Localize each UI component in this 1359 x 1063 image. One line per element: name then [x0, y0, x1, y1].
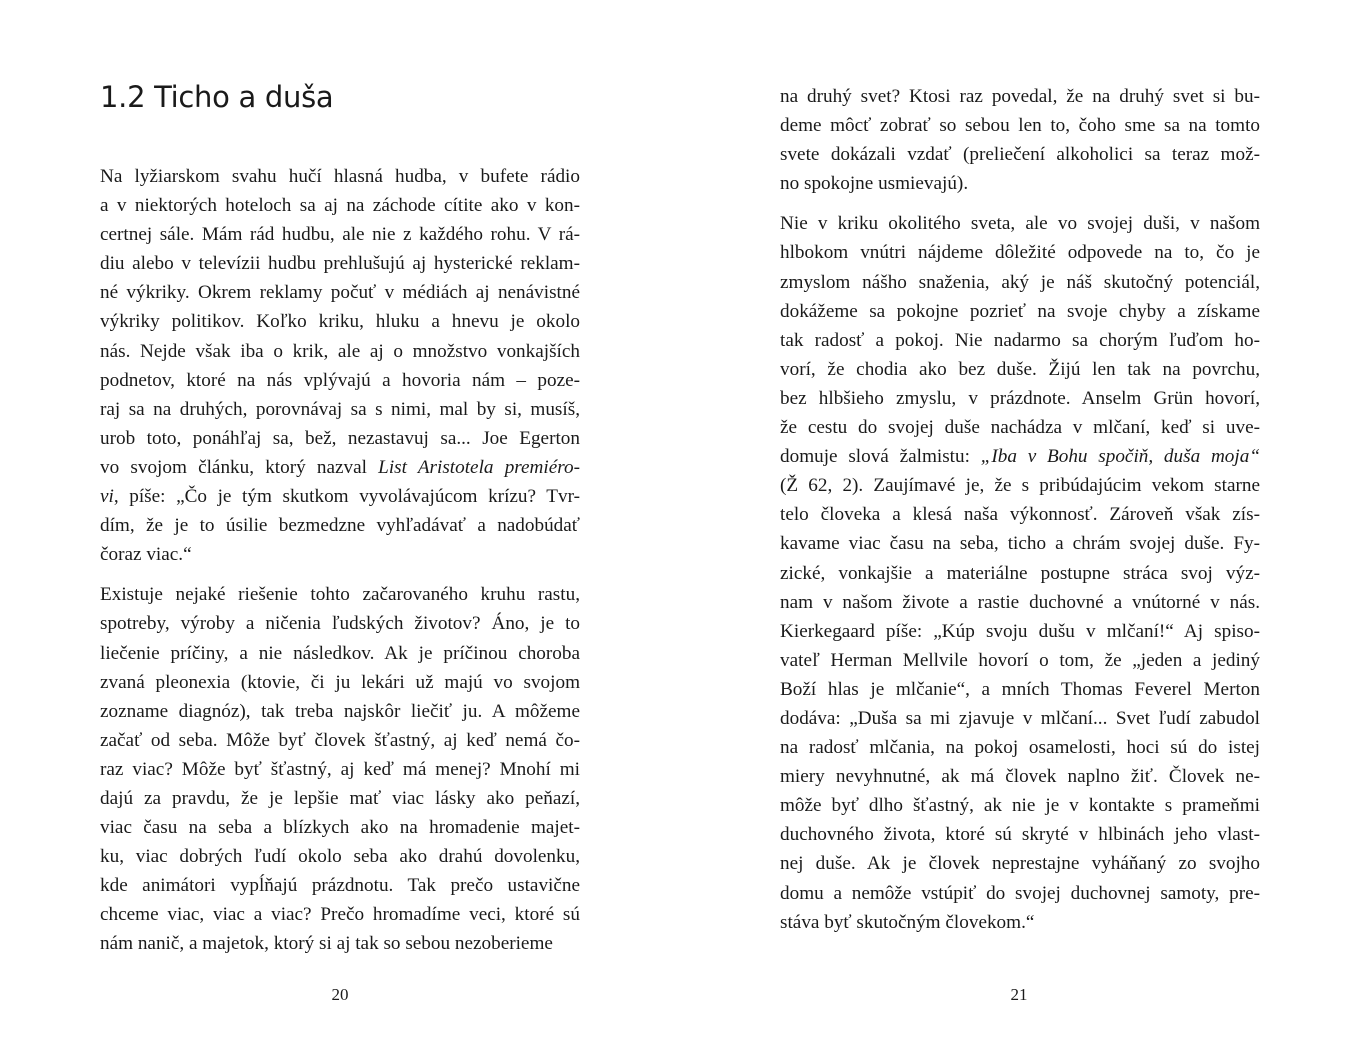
text-line: dodáva: „Duša sa mi zjavuje v mlčaní... Svet ľudí zabudol — [780, 707, 1260, 729]
text-line: Existuje nejaké riešenie tohto začarovaného kruhu rastu, — [100, 584, 580, 606]
text-line: diu alebo v televízii hudbu prehlušujú aj hysterické reklam- — [100, 253, 580, 275]
text-line: že cestu do svojej duše nachádza v mlčaní, keď si uve- — [780, 417, 1260, 439]
text-line: miery nevyhnutné, ak má človek naplno žiť. Človek ne- — [780, 766, 1260, 788]
text-segment: „Iba v Bohu spočiň, duša moja“ — [980, 446, 1260, 468]
text-line: raj sa na druhých, porovnávaj sa s nimi, mal by si, musíš, — [100, 398, 580, 420]
page-number: 20 — [331, 985, 349, 1004]
text-line: hlbokom vnútri nájdeme dôležité odpovede na to, čo je — [780, 242, 1260, 264]
text-line: zozname diagnóz), tak treba najskôr liečiť ju. A môžeme — [100, 700, 580, 722]
text-line: podnetov, ktoré na nás vplývajú a hovoria nám – poze- — [100, 369, 580, 391]
text-line — [780, 442, 1260, 471]
text-line: liečenie príčiny, a nie následkov. Ak je príčinou choroba — [100, 642, 580, 664]
text-line: chceme viac, viac a viac? Prečo hromadíme veci, ktoré sú — [100, 904, 580, 926]
text-line: né výkriky. Okrem reklamy počuť v médiách aj nenávistné — [100, 282, 580, 304]
text-line: duchovného života, ktoré sú skryté v hlbinách jeho vlast- — [780, 824, 1260, 846]
section-heading: 1.2 Ticho a duša — [100, 80, 334, 114]
text-line: ku, viac dobrých ľudí okolo seba ako drahú dovolenku, — [100, 846, 580, 868]
text-line: vateľ Herman Mellvile hovorí o tom, že „jeden a jediný — [780, 649, 1260, 671]
text-segment: , píše: „Čo je tým skutkom vyvolávajúcom krízu? Tvr- — [113, 486, 580, 508]
text-line: deme môcť zobrať so sebou len to, čoho sme sa na tomto — [780, 115, 1260, 137]
paragraph — [100, 580, 580, 958]
text-segment: List Aristotela premiéro- — [378, 456, 580, 478]
paragraph-gap — [100, 569, 580, 580]
text-line: tak radosť a pokoj. Nie nadarmo sa chorým ľuďom ho- — [780, 329, 1260, 351]
text-line: no spokojne usmievajú). — [780, 173, 969, 195]
text-segment: domuje slová žalmistu: — [780, 446, 981, 468]
text-line: stáva byť skutočným človekom.“ — [780, 911, 1035, 933]
text-line: Na lyžiarskom svahu hučí hlasná hudba, v bufete rádio — [100, 166, 580, 187]
text-line: začať od seba. Môže byť človek šťastný, aj keď nemá čo- — [100, 729, 580, 751]
text-line: dokážeme sa pokojne pozrieť na svoje chyby a získame — [780, 300, 1260, 322]
text-line: zvaná pleonexia (ktovie, či ju lekári už majú vo svojom — [100, 671, 580, 693]
page-number: 21 — [1010, 985, 1028, 1004]
text-line: dím, že je to úsilie bezmedzne vyhľadávať a nadobúdať — [100, 515, 580, 537]
text-line: kde animátori vypĺňajú prázdnotu. Tak prečo ustavične — [100, 875, 580, 897]
text-line: Boží hlas je mlčanie“, a mních Thomas Feverel Merton — [780, 678, 1260, 700]
text-line: (Ž 62, 2). Zaujímavé je, že s pribúdajúcim vekom starne — [780, 475, 1260, 497]
text-line: zmyslom nášho snaženia, aký je náš skutočný potenciál, — [780, 271, 1260, 293]
paragraph — [780, 82, 1260, 198]
text-line: viac času na seba a blízkych ako na hromadenie majet- — [100, 817, 580, 839]
text-line: môže byť dlho šťastný, ak nie je v kontakte s prameňmi — [780, 795, 1260, 817]
text-segment: vo svojom článku, ktorý nazval — [100, 456, 379, 478]
text-line: na radosť mlčania, na pokoj osamelosti, hoci sú do istej — [780, 737, 1260, 759]
paragraph-gap — [780, 198, 1260, 209]
text-line: raz viac? Môže byť šťastný, aj keď má menej? Mnohí mi — [100, 758, 580, 780]
text-line: svete dokázali vzdať (preliečení alkoholici sa teraz mož- — [780, 144, 1260, 166]
text-line: spotreby, výroby a ničenia ľudských životov? Áno, je to — [100, 613, 580, 635]
text-line: čoraz viac.“ — [100, 544, 192, 566]
text-line: Kierkegaard píše: „Kúp svoju dušu v mlčaní!“ Aj spiso- — [780, 620, 1260, 642]
text-segment: vi — [100, 486, 114, 508]
text-line: výkriky politikov. Koľko kriku, hluku a hnevu je okolo — [100, 311, 580, 333]
text-line: nam v našom živote a rastie duchovné a vnútorné v nás. — [780, 591, 1260, 613]
paragraph — [780, 209, 1260, 936]
right-body-text — [780, 82, 1260, 937]
left-page — [0, 0, 679, 1063]
left-body-text — [100, 162, 580, 959]
text-line: certnej sále. Mám rád hudbu, ale nie z každého rohu. V rá- — [100, 224, 580, 246]
text-line: na druhý svet? Ktosi raz povedal, že na druhý svet si bu- — [780, 86, 1260, 107]
text-line: bez hlbšieho zmyslu, v prázdnote. Anselm Grün hovorí, — [780, 387, 1260, 409]
text-line — [100, 453, 580, 482]
text-line: zické, vonkajšie a materiálne postupne stráca svoj výz- — [780, 562, 1260, 584]
text-line: vorí, že chodia ako bez duše. Žijú len tak na povrchu, — [780, 358, 1260, 380]
text-line: dajú za pravdu, že je lepšie mať viac lásky ako peňazí, — [100, 787, 580, 809]
text-line: telo človeka a klesá naša výkonnosť. Zároveň však zís- — [780, 504, 1260, 526]
text-line: kavame viac času na seba, ticho a chrám svojej duše. Fy- — [780, 533, 1260, 555]
right-page — [679, 0, 1358, 1063]
text-line: urob toto, ponáhľaj sa, bež, nezastavuj sa... Joe Egerton — [100, 427, 580, 449]
text-line: Nie v kriku okolitého sveta, ale vo svojej duši, v našom — [780, 213, 1260, 235]
paragraph — [100, 162, 580, 569]
text-line: domu a nemôže vstúpiť do svojej duchovnej samoty, pre- — [780, 882, 1260, 904]
text-line: a v niektorých hoteloch sa aj na záchode cítite ako v kon- — [100, 195, 580, 217]
text-line: nám nanič, a majetok, ktorý si aj tak so sebou nezoberieme — [100, 933, 553, 955]
text-line: nej duše. Ak je človek neprestajne vyháňaný zo svojho — [780, 853, 1260, 875]
text-line: nás. Nejde však iba o krik, ale aj o množstvo vonkajších — [100, 340, 580, 362]
text-line — [100, 482, 580, 511]
